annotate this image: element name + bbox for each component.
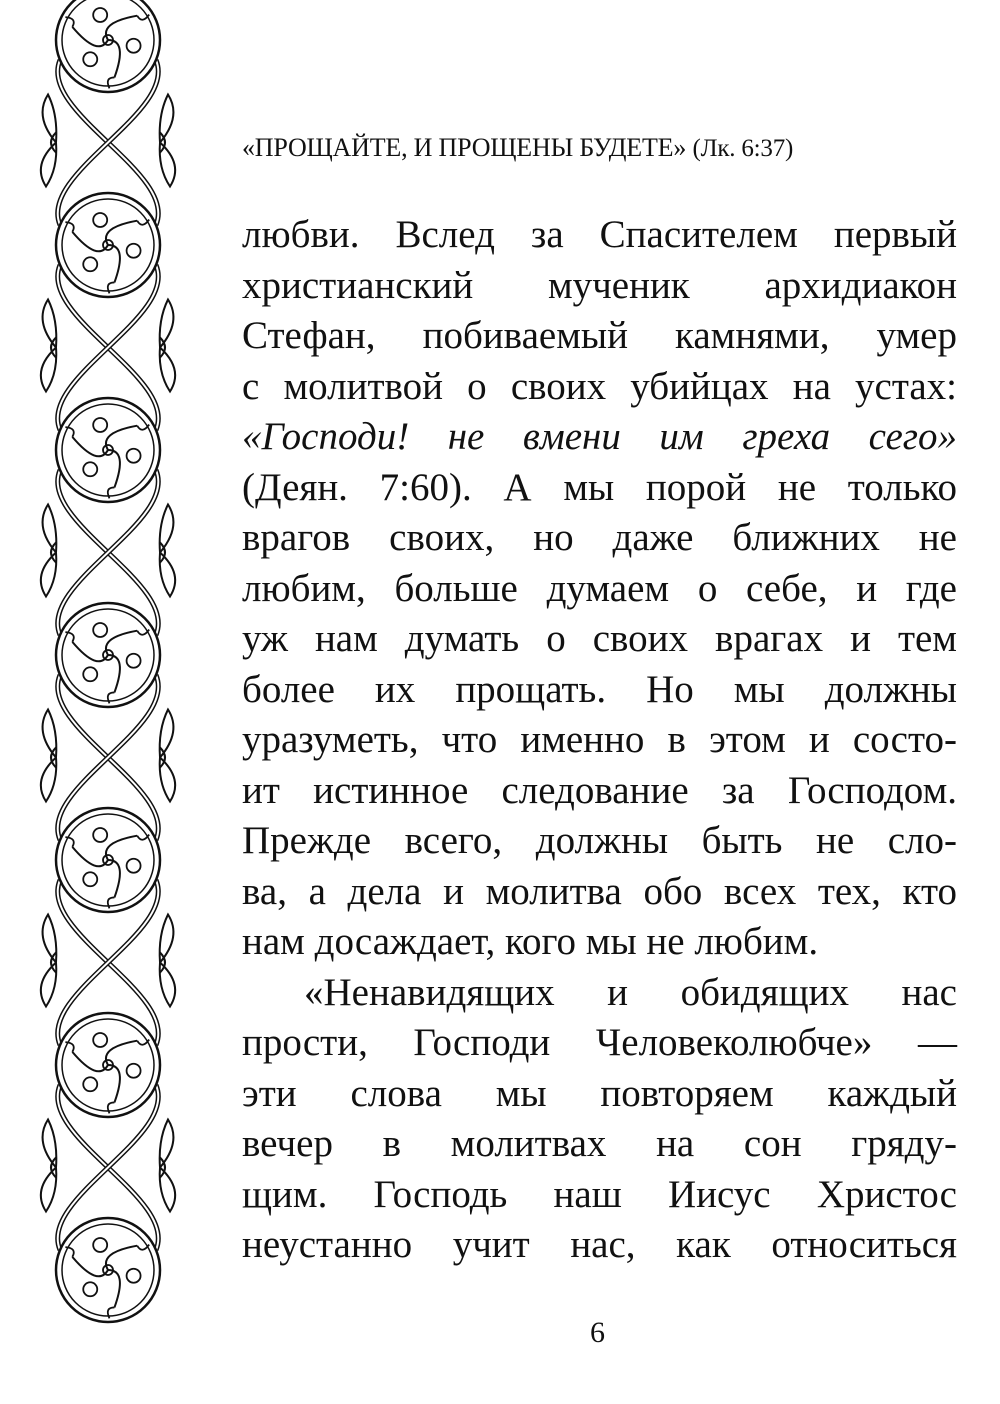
body-text — [242, 210, 957, 1271]
text-line: неустанно учит нас, как относиться — [242, 1223, 957, 1266]
text-line: Стефан, побиваемый камнями, умер — [242, 314, 957, 357]
ornamental-border — [28, 0, 188, 1404]
text-line — [242, 412, 957, 463]
text-line: вечер в молитвах на сон гряду- — [242, 1122, 957, 1165]
paragraph-end-line: нам досаждает, кого мы не любим. — [242, 920, 819, 963]
text-line: эти слова мы повторяем каждый — [242, 1071, 957, 1115]
running-head-title: «ПРОЩАЙТЕ, И ПРОЩЕНЫ БУДЕТЕ» — [242, 133, 687, 162]
scripture-quote: «Господи! не вмени им греха сего» — [242, 415, 957, 458]
text-line: уж нам думать о своих врагах и тем — [242, 617, 957, 660]
running-head-reference: (Лк. 6:37) — [692, 135, 794, 162]
text-line: ит истинное следование за Господом. — [242, 768, 957, 812]
text-line: уразуметь, что именно в этом и состо- — [242, 718, 957, 761]
text-line: Прежде всего, должны быть не сло- — [242, 819, 957, 862]
text-line: христианский мученик архидиакон — [242, 263, 957, 307]
text-line: прости, Господи Человеколюбче» — — [242, 1021, 957, 1064]
text-line: врагов своих, но даже ближних не — [242, 516, 957, 559]
page-number: 6 — [590, 1316, 605, 1349]
text-line: любим, больше думаем о себе, и где — [242, 566, 957, 610]
text-line: более их прощать. Но мы должны — [242, 667, 957, 711]
vine-ornament-icon — [28, 0, 188, 1404]
text-line: с молитвой о своих убийцах на устах: — [242, 364, 957, 408]
text-line: ва, а дела и молитва обо всех тех, кто — [242, 869, 957, 913]
paragraph-start-line: «Ненавидящих и обидящих нас — [304, 970, 957, 1014]
text-line: (Деян. 7:60). А мы порой не только — [242, 465, 957, 509]
text-line: любви. Вслед за Спасителем первый — [242, 213, 957, 256]
text-line: щим. Господь наш Иисус Христос — [242, 1172, 957, 1216]
running-head — [242, 133, 962, 163]
